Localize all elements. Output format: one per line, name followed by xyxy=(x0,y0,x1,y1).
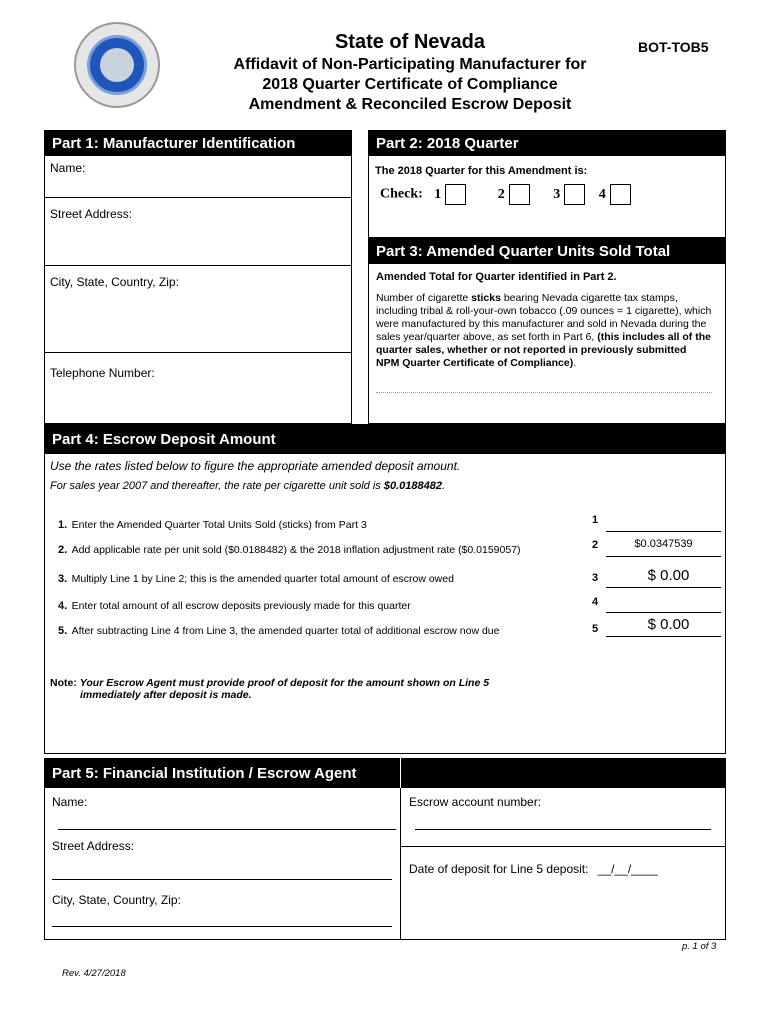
form-title-line2: 2018 Quarter Certificate of Compliance xyxy=(262,76,558,93)
line-5-number: 5. xyxy=(58,625,68,637)
escrow-line-3 xyxy=(58,569,454,587)
page-number: p. 1 of 3 xyxy=(682,941,717,952)
note-line-2: immediately after deposit is made. xyxy=(80,689,252,701)
line-4-label: 4 xyxy=(592,596,599,608)
part5-city-field[interactable] xyxy=(52,926,392,927)
quarter-2-label: 2 xyxy=(497,186,505,202)
quarter-1-checkbox[interactable] xyxy=(445,184,466,205)
line-3-value: $ 0.00 xyxy=(647,567,690,584)
line-3-label: 3 xyxy=(592,572,599,584)
escrow-line-5 xyxy=(58,621,499,639)
line-5-input[interactable] xyxy=(606,635,721,637)
revision-date: Rev. 4/27/2018 xyxy=(62,968,126,979)
escrow-line-1 xyxy=(58,515,367,533)
part1-name-label: Name: xyxy=(50,161,86,175)
part3-body-a: Number of cigarette xyxy=(376,292,472,304)
part3-body-b: sticks xyxy=(471,292,501,304)
line-5-label: 5 xyxy=(592,623,599,635)
part5-street-field[interactable] xyxy=(52,879,392,880)
form-title xyxy=(190,55,630,115)
part3-subtitle: Amended Total for Quarter identified in Part 2. xyxy=(376,271,617,283)
escrow-line-2 xyxy=(58,540,521,558)
note-line-1: Your Escrow Agent must provide proof of deposit for the amount shown on Line 5 xyxy=(79,677,490,689)
line-2-value: $0.0347539 xyxy=(634,538,693,550)
part3-body-e: . xyxy=(573,357,577,369)
line-4-number: 4. xyxy=(58,600,68,612)
part3-total-field[interactable] xyxy=(376,392,712,393)
part5-account-label: Escrow account number: xyxy=(409,795,542,809)
line-2-label: 2 xyxy=(592,539,599,551)
part1-street-label: Street Address: xyxy=(50,207,133,221)
part1-name-field[interactable] xyxy=(44,197,352,198)
part4-box xyxy=(44,424,726,754)
rate-note-b: $0.0188482 xyxy=(383,480,442,492)
rate-note-a: For sales year 2007 and thereafter, the rate per cigarette unit sold is xyxy=(50,480,384,492)
part5-date-label: Date of deposit for Line 5 deposit: xyxy=(409,862,589,876)
part4-header: Part 4: Escrow Deposit Amount xyxy=(44,424,726,454)
line-4-input[interactable] xyxy=(606,611,721,613)
rate-note-c: . xyxy=(441,480,446,492)
part1-phone-label: Telephone Number: xyxy=(50,366,155,380)
part1-city-label: City, State, Country, Zip: xyxy=(50,275,179,289)
part3-body-c: bearing Nevada cigarette tax stamps, including tribal & roll-your-own tobacco (.09 ounces = 1 cigarette), which were manufactured by this manufacturer and sold in Nevada during the sales year/quarter above, as set forth in Part 6, xyxy=(376,292,712,343)
part4-instructions: Use the rates listed below to figure the appropriate amended deposit amount. xyxy=(50,459,461,473)
line-3-input[interactable] xyxy=(606,586,721,588)
check-label: Check: xyxy=(380,186,423,202)
line-1-text: Enter the Amended Quarter Total Units Sold (sticks) from Part 3 xyxy=(71,519,367,531)
seal-ring xyxy=(87,35,147,95)
part5-header-divider xyxy=(400,758,401,788)
quarter-4-checkbox[interactable] xyxy=(610,184,631,205)
part5-name-label: Name: xyxy=(52,795,88,809)
part1-city-field[interactable] xyxy=(44,352,352,353)
part5-city-label: City, State, Country, Zip: xyxy=(52,893,181,907)
part5-header: Part 5: Financial Institution / Escrow Agent xyxy=(44,758,726,788)
line-1-label: 1 xyxy=(592,514,599,526)
part2-checkboxes xyxy=(380,184,645,205)
line-2-input[interactable] xyxy=(606,555,721,557)
escrow-note xyxy=(50,677,489,701)
line-4-text: Enter total amount of all escrow deposits previously made for this quarter xyxy=(71,600,411,612)
part3-body xyxy=(376,292,712,370)
form-title-line3: Amendment & Reconciled Escrow Deposit xyxy=(248,96,572,113)
line-2-text: Add applicable rate per unit sold ($0.0188482) & the 2018 inflation adjustment rate ($0.0159057) xyxy=(71,544,521,556)
quarter-4-label: 4 xyxy=(598,186,606,202)
quarter-3-label: 3 xyxy=(553,186,561,202)
part2-prompt: The 2018 Quarter for this Amendment is: xyxy=(375,165,588,177)
form-id: BOT-TOB5 xyxy=(638,39,709,55)
quarter-1-label: 1 xyxy=(434,186,442,202)
part3-body-d: (this includes all of the quarter sales, whether or not reported in previously submitted NPM Quarter Certificate of Compliance) xyxy=(376,331,711,369)
line-3-text: Multiply Line 1 by Line 2; this is the amended quarter total amount of escrow owed xyxy=(71,573,454,585)
line-5-value: $ 0.00 xyxy=(647,616,690,633)
line-1-number: 1. xyxy=(58,519,68,531)
part2-header: Part 2: 2018 Quarter xyxy=(368,130,726,156)
part5-name-field[interactable] xyxy=(58,829,396,830)
quarter-3-checkbox[interactable] xyxy=(564,184,585,205)
line-5-text: After subtracting Line 4 from Line 3, the amended quarter total of additional escrow now due xyxy=(71,625,500,637)
part5-account-divider xyxy=(400,846,726,847)
escrow-line-4 xyxy=(58,596,411,614)
line-2-number: 2. xyxy=(58,544,68,556)
note-label: Note: xyxy=(50,677,80,689)
form-state-title: State of Nevada xyxy=(334,31,486,53)
part5-date-field[interactable]: __/__/____ xyxy=(597,862,658,876)
line-3-number: 3. xyxy=(58,573,68,585)
part1-header: Part 1: Manufacturer Identification xyxy=(44,130,352,156)
part5-account-field[interactable] xyxy=(415,829,711,830)
quarter-2-checkbox[interactable] xyxy=(509,184,530,205)
line-1-input[interactable] xyxy=(606,530,721,532)
form-title-line1: Affidavit of Non-Participating Manufacturer for xyxy=(233,56,587,73)
part4-rate-note xyxy=(50,480,445,492)
seal-center xyxy=(100,48,134,82)
part5-street-label: Street Address: xyxy=(52,839,135,853)
part1-street-field[interactable] xyxy=(44,265,352,266)
nevada-state-seal xyxy=(74,22,160,108)
part3-header: Part 3: Amended Quarter Units Sold Total xyxy=(368,238,726,264)
part5-date-row xyxy=(409,862,658,876)
